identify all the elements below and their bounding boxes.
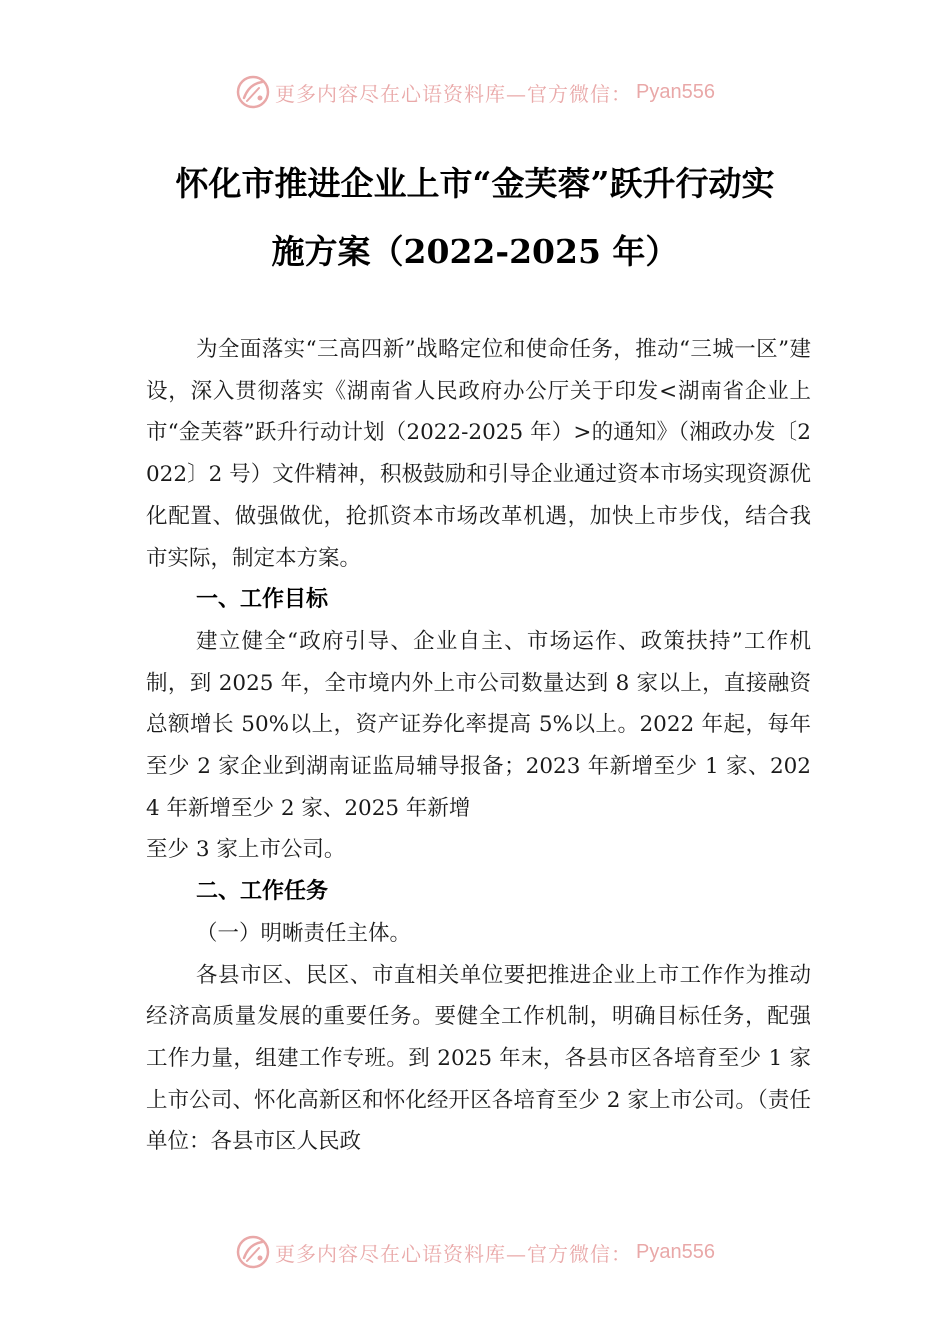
watermark-text: 更多内容尽在心语资料库—官方微信： <box>275 1241 633 1266</box>
watermark-logo-icon <box>235 1234 271 1270</box>
watermark-header <box>0 72 950 112</box>
goals-paragraph-tail: 至少 3 家上市公司。 <box>146 837 346 863</box>
watermark-text: 更多内容尽在心语资料库—官方微信： <box>275 81 633 106</box>
document-title-line-1: 怀化市推进企业上市“金芙蓉”跃升行动实 <box>175 164 775 203</box>
section-heading-tasks: 二、工作任务 <box>196 879 329 905</box>
subheading-responsibility: （一）明晰责任主体。 <box>196 920 412 946</box>
watermark-contact: Pyan556 <box>636 1240 715 1263</box>
watermark-contact: Pyan556 <box>636 80 715 103</box>
watermark-logo-icon <box>235 74 271 110</box>
document-body <box>146 329 811 1163</box>
section-heading-goals: 一、工作目标 <box>196 587 329 613</box>
intro-paragraph: 为全面落实“三高四新”战略定位和使命任务，推动“三城一区”建设，深入贯彻落实《湖南省人民政府办公厅关于印发<湖南省企业上市“金芙蓉”跃升行动计划（2022-2025 年）>的通知》（湘政办发〔2022〕2 号）文件精神，积极鼓励和引导企业通过资本市场实现资源优化配置、做强做优，抢抓资本市场改革机遇，加快上市步伐，结合我市实际，制定本方案。 <box>146 337 811 571</box>
document-title-line-2: 施方案（2022-2025 年） <box>271 232 679 271</box>
task-paragraph-1: 各县市区、⺠区、市直相关单位要把推进企业上市工作作为推动经济高质量发展的重要任务。要健全工作机制，明确目标任务，配强工作力量，组建工作专班。到 2025 年末，各县市区各培育至少 1 家上市公司、怀化高新区和怀化经开区各培育至少 2 家上市公司。（责任单位：各县市区人民政 <box>146 962 811 1155</box>
goals-paragraph: 建立健全“政府引导、企业自主、市场运作、政策扶持”工作机制，到 2025 年，全市境内外上市公司数量达到 8 家以上，直接融资总额增长 50%以上，资产证券化率提高 5%以上。2022 年起，每年至少 2 家企业到湖南证监局辅导报备；2023 年新增至少 1 家、2024 年新增至少 2 家、2025 年新增 <box>146 628 811 821</box>
watermark-footer <box>0 1232 950 1272</box>
